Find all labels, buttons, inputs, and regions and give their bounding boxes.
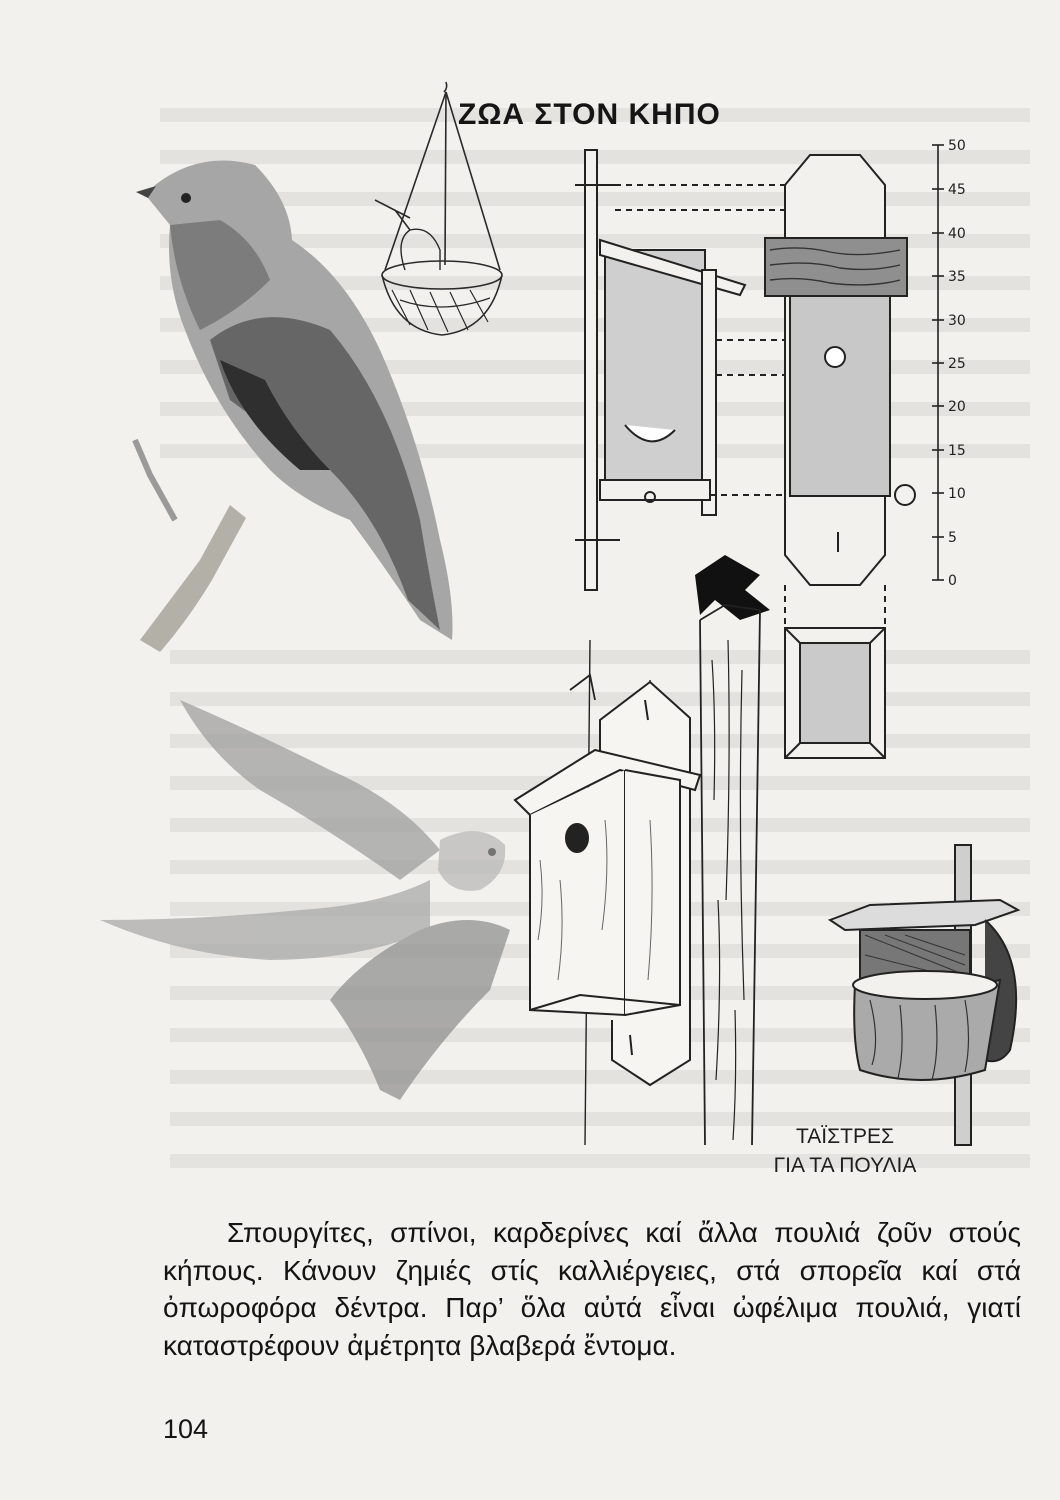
ruler-label: 25: [948, 356, 966, 372]
ruler-label: 45: [948, 182, 966, 198]
body-paragraph: Σπουργίτες, σπίνοι, καρδερίνες καί ἄλλα πουλιά ζοῦν στούς κήπους. Κάνουν ζημιές στίς καλλιέργειες, στά σπορεῖα καί στά ὀπωροφόρα δέντρα. Παρ’ ὅλα αὐτά εἶναι ὠφέλιμα πουλιά, γιατί καταστρέφουν ἀμέτρητα βλαβερά ἔντομα.: [163, 1217, 1021, 1361]
ruler-label: 40: [948, 226, 966, 242]
ruler-label: 30: [948, 313, 966, 329]
ruler-label: 50: [948, 138, 966, 154]
caption-line: ΤΑΪΣΤΡΕΣ: [796, 1125, 894, 1148]
page-title: ΖΩΑ ΣΤΟΝ ΚΗΠΟ: [458, 98, 721, 131]
figure-caption: [740, 1122, 950, 1180]
page-number: 104: [163, 1414, 209, 1444]
ruler-label: 20: [948, 399, 966, 415]
measuring-ruler: [932, 145, 944, 580]
ruler-label: 15: [948, 443, 966, 459]
log-feeder: [830, 845, 1018, 1145]
ruler-label: 0: [948, 573, 957, 589]
ruler-label: 35: [948, 269, 966, 285]
ruler-label: 5: [948, 530, 957, 546]
ruler-label: 10: [948, 486, 966, 502]
caption-line: ΓΙΑ ΤΑ ΠΟΥΛΙΑ: [773, 1154, 917, 1177]
